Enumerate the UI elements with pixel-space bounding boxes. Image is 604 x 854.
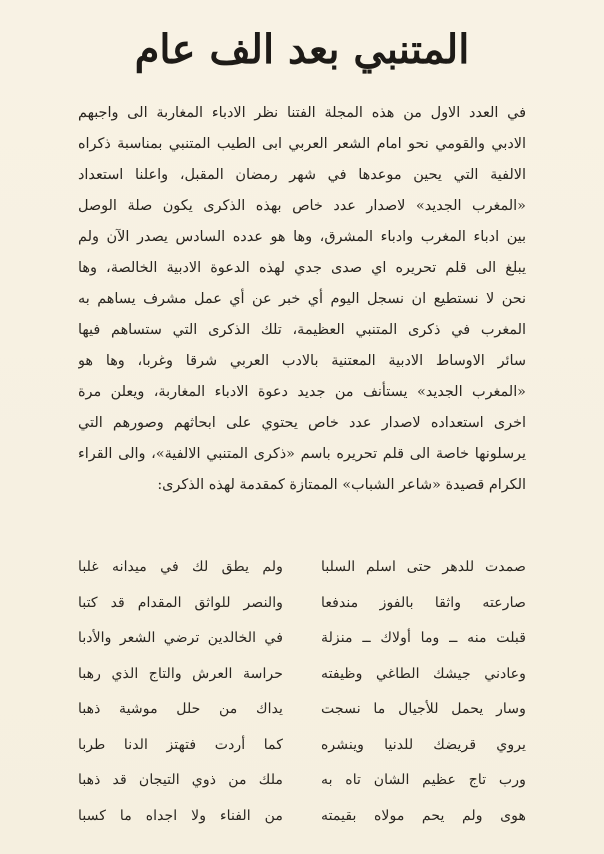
poem-verse <box>78 657 526 693</box>
poem-verse <box>78 728 526 764</box>
body-line: الالفية التي يحين موعدها في شهر رمضان المقبل، واعلنا استعداد <box>78 167 526 183</box>
body-line: الادبي والقومي نحو امام الشعر العربي ابى الطيب المتنبي بمناسبة ذكراه <box>78 136 526 152</box>
body-line: يرسلونها خاصة الى قلم تحريره باسم «ذكرى المتنبي الالفية»، والى القراء <box>78 446 526 462</box>
body-line: يبلغ الى قلم تحريره اي صدى جدي لهذه الدعوة الادبية الخالصة، وها <box>78 260 526 276</box>
verse-second-hemistich: ولم يطق لك في ميدانه غلبا <box>78 559 283 575</box>
verse-second-hemistich: والنصر للواثق المقدام قد كتبا <box>78 594 283 611</box>
body-line: الكرام قصيدة «شاعر الشباب» الممتازة كمقدمة لهذه الذكرى: <box>157 477 526 493</box>
body-line: سائر الاوساط الادبية المعتنية بالادب العربي شرقا وغربا، وها هو <box>78 353 526 369</box>
verse-second-hemistich: في الخالدين ترضي الشعر والأدبا <box>78 630 283 646</box>
verse-first-hemistich: صمدت للدهر حتى اسلم السلبا <box>321 559 526 575</box>
poem-verse <box>78 586 526 622</box>
body-line: «المغرب الجديد» يستأنف من جديد دعوة الادباء المغاربة، ويعلن مرة <box>78 384 526 400</box>
poem <box>78 550 526 834</box>
poem-verse <box>78 799 526 835</box>
verse-second-hemistich: من الفناء ولا اجداه ما كسبا <box>78 807 283 824</box>
body-line: بين ادباء المغرب وادباء المشرق، وها هو عدده السادس يصدر الآن ولم <box>78 229 526 245</box>
body-line: اخرى استعداده لاصدار عدد خاص يحتوي على ابحاثهم وصورهم التي <box>78 415 526 431</box>
article-title: المتنبي بعد الف عام <box>134 26 470 73</box>
verse-first-hemistich: صارعته واثقا بالفوز مندفعا <box>321 594 526 611</box>
poem-verse <box>78 763 526 799</box>
verse-first-hemistich: وعادني جيشك الطاغي وظيفته <box>321 665 526 682</box>
verse-second-hemistich: يداك من حلل موشية ذهبا <box>78 701 283 717</box>
verse-first-hemistich: وسار يحمل للأجيال ما نسجت <box>321 701 526 717</box>
verse-second-hemistich: حراسة العرش والتاج الذي رهبا <box>78 665 283 682</box>
verse-second-hemistich: ملك من ذوي التيجان قد ذهبا <box>78 772 283 788</box>
poem-verse <box>78 692 526 728</box>
poem-verse <box>78 621 526 657</box>
body-line: المغرب في ذكرى المتنبي العظيمة، تلك الذكرى التي ستساهم فيها <box>78 322 526 338</box>
body-line: نحن لا نستطيع ان نسجل اليوم أي خبر عن أي عمل مشرف يساهم به <box>78 291 526 307</box>
verse-first-hemistich: هوى ولم يحم مولاه بقيمته <box>321 807 526 824</box>
body-line: في العدد الاول من هذه المجلة الفتنا نظر الادباء المغاربة الى واجبهم <box>78 105 526 121</box>
article-body <box>78 98 526 501</box>
verse-second-hemistich: كما أردت فتهتز الدنا طربا <box>78 736 283 753</box>
verse-first-hemistich: قبلت منه ــ وما أولاك ــ منزلة <box>321 630 526 646</box>
poem-verse <box>78 550 526 586</box>
verse-first-hemistich: ورب تاج عظيم الشان تاه به <box>321 772 526 788</box>
verse-first-hemistich: يروي قريضك للدنيا وينشره <box>321 736 526 753</box>
body-line: «المغرب الجديد» لاصدار عدد خاص بهذه الذكرى يكون صلة الوصل <box>78 198 526 214</box>
